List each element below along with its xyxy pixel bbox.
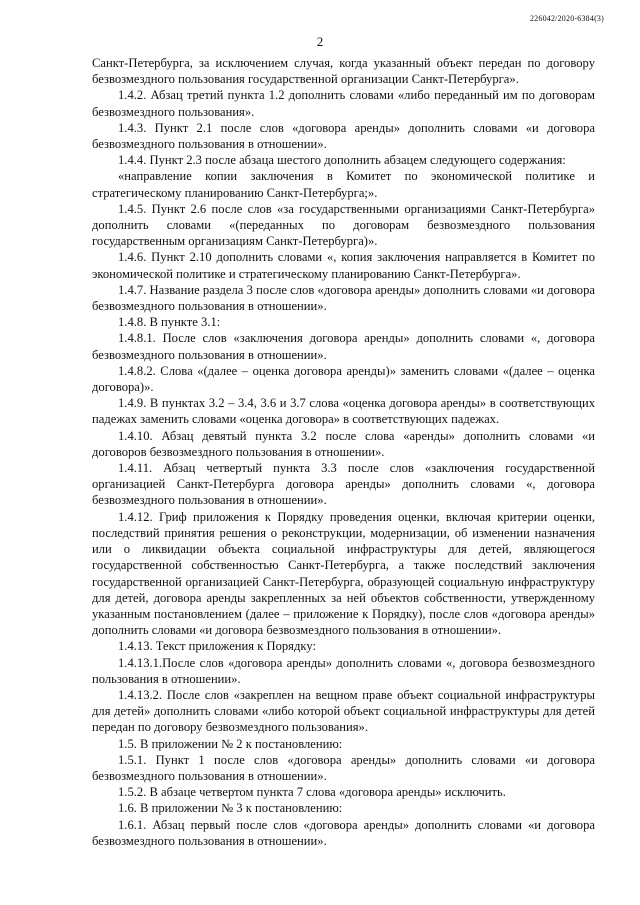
- paragraph: 1.4.5. Пункт 2.6 после слов «за государственными организациями Санкт-Петербурга» дополнить словами «(переданных по договорам безвозмездного пользования государственным организациям Санкт-Петербурга)».: [92, 201, 595, 249]
- paragraph: 1.4.12. Гриф приложения к Порядку проведения оценки, включая критерии оценки, последствий принятия решения о реконструкции, модернизации, об изменении назначения или о ликвидации объекта социальной инфраструктуры для детей, являющегося государственной собственностью Санкт-Петербурга, а также последствий заключения государственной организацией Санкт-Петербурга, образующей социальную инфраструктуру для детей, договора аренды закрепленных за ней объектов собственности, утвержденному указанным постановлением (далее – приложение к Порядку), после слов «договора аренды» дополнить словами «и договора безвозмездного пользования в отношении».: [92, 509, 595, 638]
- paragraph: «направление копии заключения в Комитет по экономической политике и стратегическому планированию Санкт-Петербурга;».: [92, 169, 595, 200]
- paragraph: 1.4.2. Абзац третий пункта 1.2 дополнить словами «либо переданный им по договорам безвозмездного пользования».: [92, 88, 595, 119]
- paragraph: 1.4.10. Абзац девятый пункта 3.2 после слова «аренды» дополнить словами «и договоров безвозмездного пользования в отношении».: [92, 428, 595, 459]
- paragraph: 1.5.1. Пункт 1 после слов «договора аренды» дополнить словами «и договора безвозмездного пользования в отношении».: [92, 752, 595, 783]
- paragraph: 1.4.7. Название раздела 3 после слов «договора аренды» дополнить словами «и договора безвозмездного пользования в отношении».: [92, 282, 595, 314]
- paragraph: 1.4.13.1.После слов «договора аренды» дополнить словами «, договора безвозмездного пользования в отношении».: [92, 655, 595, 686]
- paragraph: 1.4.8. В пункте 3.1:: [118, 315, 221, 330]
- paragraph: 1.4.9. В пунктах 3.2 – 3.4, 3.6 и 3.7 слова «оценка договора аренды» в соответствующих падежах заменить словами «оценка договора» в соответствующих падежах.: [92, 396, 595, 427]
- paragraph: 1.4.13. Текст приложения к Порядку:: [118, 639, 316, 654]
- document-body: [92, 55, 595, 849]
- paragraph: 1.4.13.2. После слов «закреплен на вещном праве объект социальной инфраструктуры для детей» дополнить словами «либо которой объект социальной инфраструктуры для детей передан по договору безвозмездного пользования».: [92, 687, 595, 735]
- paragraph: 1.4.8.2. Слова «(далее – оценка договора аренды)» заменить словами «(далее – оценка договора)».: [92, 363, 595, 395]
- paragraph: 1.4.4. Пункт 2.3 после абзаца шестого дополнить абзацем следующего содержания:: [118, 153, 566, 168]
- paragraph: 1.6.1. Абзац первый после слов «договора аренды» дополнить словами «и договора безвозмездного пользования в отношении».: [92, 817, 595, 848]
- paragraph: 1.4.11. Абзац четвертый пункта 3.3 после слов «заключения государственной организацией Санкт-Петербурга договора аренды» дополнить словами «, договора безвозмездного пользования в отношении».: [92, 461, 595, 508]
- paragraph: Санкт-Петербурга, за исключением случая, когда указанный объект передан по договору безвозмездного пользования государственной организации Санкт-Петербурга».: [92, 56, 595, 87]
- paragraph: 1.6. В приложении № 3 к постановлению:: [118, 801, 343, 816]
- document-id: 226042/2020-6384(3): [529, 14, 604, 23]
- paragraph: 1.5.2. В абзаце четвертом пункта 7 слова «договора аренды» исключить.: [118, 785, 506, 800]
- paragraph: 1.5. В приложении № 2 к постановлению:: [118, 736, 343, 751]
- page-number: 2: [316, 34, 324, 49]
- paragraph: 1.4.3. Пункт 2.1 после слов «договора аренды» дополнить словами «и договора безвозмездного пользования в отношении».: [92, 120, 595, 152]
- paragraph: 1.4.6. Пункт 2.10 дополнить словами «, копия заключения направляется в Комитет по экономической политике и стратегическому планированию Санкт-Петербурга».: [92, 250, 595, 281]
- paragraph: 1.4.8.1. После слов «заключения договора аренды» дополнить словами «, договора безвозмездного пользования в отношении».: [92, 331, 595, 362]
